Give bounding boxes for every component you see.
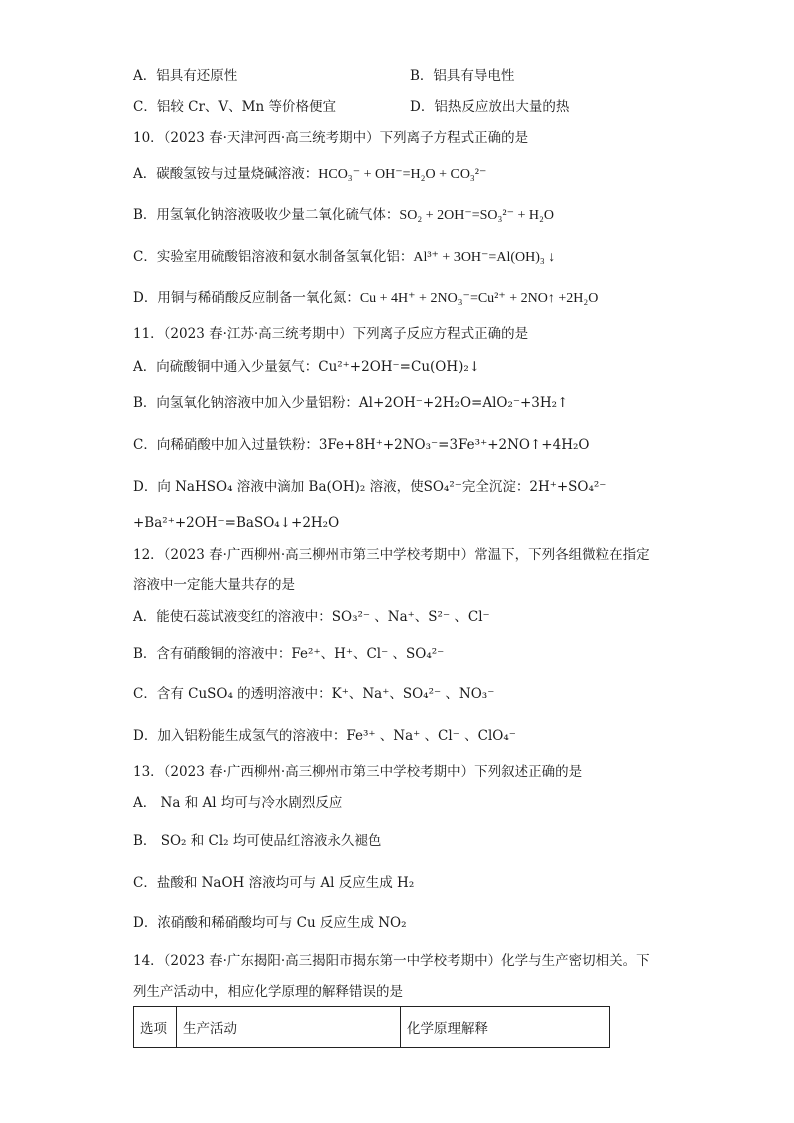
q9-option-b: B．铝具有导电性 xyxy=(410,68,515,84)
q13-option-d: D．浓硝酸和稀硝酸均可与 Cu 反应生成 NO₂ xyxy=(133,915,407,931)
q11-option-d-continued: +Ba²⁺+2OH⁻=BaSO₄↓+2H₂O xyxy=(133,515,340,531)
q10-option-c xyxy=(133,248,555,267)
q11-stem: 11．（2023 春·江苏·高三统考期中）下列离子反应方程式正确的是 xyxy=(133,326,529,342)
q10-option-c-text: C．实验室用硫酸铝溶液和氨水制备氢氧化铝： xyxy=(133,249,414,265)
q10-stem: 10．（2023 春·天津河西·高三统考期中）下列离子方程式正确的是 xyxy=(133,130,529,146)
table-header-activity: 生产活动 xyxy=(177,1007,401,1048)
q14-stem-line1: 14．（2023 春·广东揭阳·高三揭阳市揭东第一中学校考期中）化学与生产密切相关。下 xyxy=(133,953,650,969)
q11-option-c: C．向稀硝酸中加入过量铁粉：3Fe+8H⁺+2NO₃⁻=3Fe³⁺+2NO↑+4H₂O xyxy=(133,437,590,453)
q10-option-d-text: D．用铜与稀硝酸反应制备一氧化氮： xyxy=(133,290,360,306)
q9-option-a: A．铝具有还原性 xyxy=(133,68,238,84)
q9-option-d: D．铝热反应放出大量的热 xyxy=(410,99,570,115)
q12-stem-line1: 12．（2023 春·广西柳州·高三柳州市第三中学校考期中）常温下，下列各组微粒在指定 xyxy=(133,547,650,563)
q12-option-c: C．含有 CuSO₄ 的透明溶液中：K⁺、Na⁺、SO₄²⁻ 、NO₃⁻ xyxy=(133,686,495,702)
q11-option-d: D．向 NaHSO₄ 溶液中滴加 Ba(OH)₂ 溶液，使SO₄²⁻完全沉淀：2H⁺+SO₄²⁻ xyxy=(133,479,607,495)
q13-option-a: A． Na 和 Al 均可与冷水剧烈反应 xyxy=(133,795,343,811)
q12-stem-line2: 溶液中一定能大量共存的是 xyxy=(133,577,295,593)
q10-option-c-equation: Al³⁺ + 3OH⁻=Al(OH)₃ ↓ xyxy=(413,250,556,265)
q11-option-b: B．向氢氧化钠溶液中加入少量铝粉：Al+2OH⁻+2H₂O=AlO₂⁻+3H₂↑ xyxy=(133,395,569,411)
q10-option-a-equation: HCO₃⁻ + OH⁻=H₂O + CO₃²⁻ xyxy=(318,167,487,182)
q9-option-c: C．铝较 Cr、V、Mn 等价格便宜 xyxy=(133,99,336,115)
q11-option-a: A．向硫酸铜中通入少量氨气：Cu²⁺+2OH⁻=Cu(OH)₂↓ xyxy=(133,359,481,375)
table-header-explanation: 化学原理解释 xyxy=(401,1007,610,1048)
q10-option-a-text: A．碳酸氢铵与过量烧碱溶液： xyxy=(133,166,319,182)
q13-option-c: C．盐酸和 NaOH 溶液均可与 Al 反应生成 H₂ xyxy=(133,875,415,891)
q10-option-a xyxy=(133,165,486,184)
q14-options-table xyxy=(133,1006,610,1048)
table-header-option: 选项 xyxy=(134,1007,177,1048)
q10-option-b xyxy=(133,206,554,225)
q13-stem: 13．（2023 春·广西柳州·高三柳州市第三中学校考期中）下列叙述正确的是 xyxy=(133,764,583,780)
q10-option-d xyxy=(133,289,598,308)
q10-option-d-equation: Cu + 4H⁺ + 2NO₃⁻=Cu²⁺ + 2NO↑ +2H₂O xyxy=(359,291,599,306)
q12-option-b: B．含有硝酸铜的溶液中：Fe²⁺、H⁺、Cl⁻ 、SO₄²⁻ xyxy=(133,646,445,662)
q12-option-d: D．加入铝粉能生成氢气的溶液中：Fe³⁺ 、Na⁺ 、Cl⁻ 、ClO₄⁻ xyxy=(133,728,516,744)
table-header-row xyxy=(134,1007,610,1048)
q12-option-a: A．能使石蕊试液变红的溶液中：SO₃²⁻ 、Na⁺、S²⁻ 、Cl⁻ xyxy=(133,609,490,625)
q10-option-b-equation: SO₂ + 2OH⁻=SO₃²⁻ + H₂O xyxy=(399,208,554,223)
q14-stem-line2: 列生产活动中，相应化学原理的解释错误的是 xyxy=(133,984,403,1000)
q13-option-b: B． SO₂ 和 Cl₂ 均可使品红溶液永久褪色 xyxy=(133,833,382,849)
q10-option-b-text: B．用氢氧化钠溶液吸收少量二氧化硫气体： xyxy=(133,207,400,223)
